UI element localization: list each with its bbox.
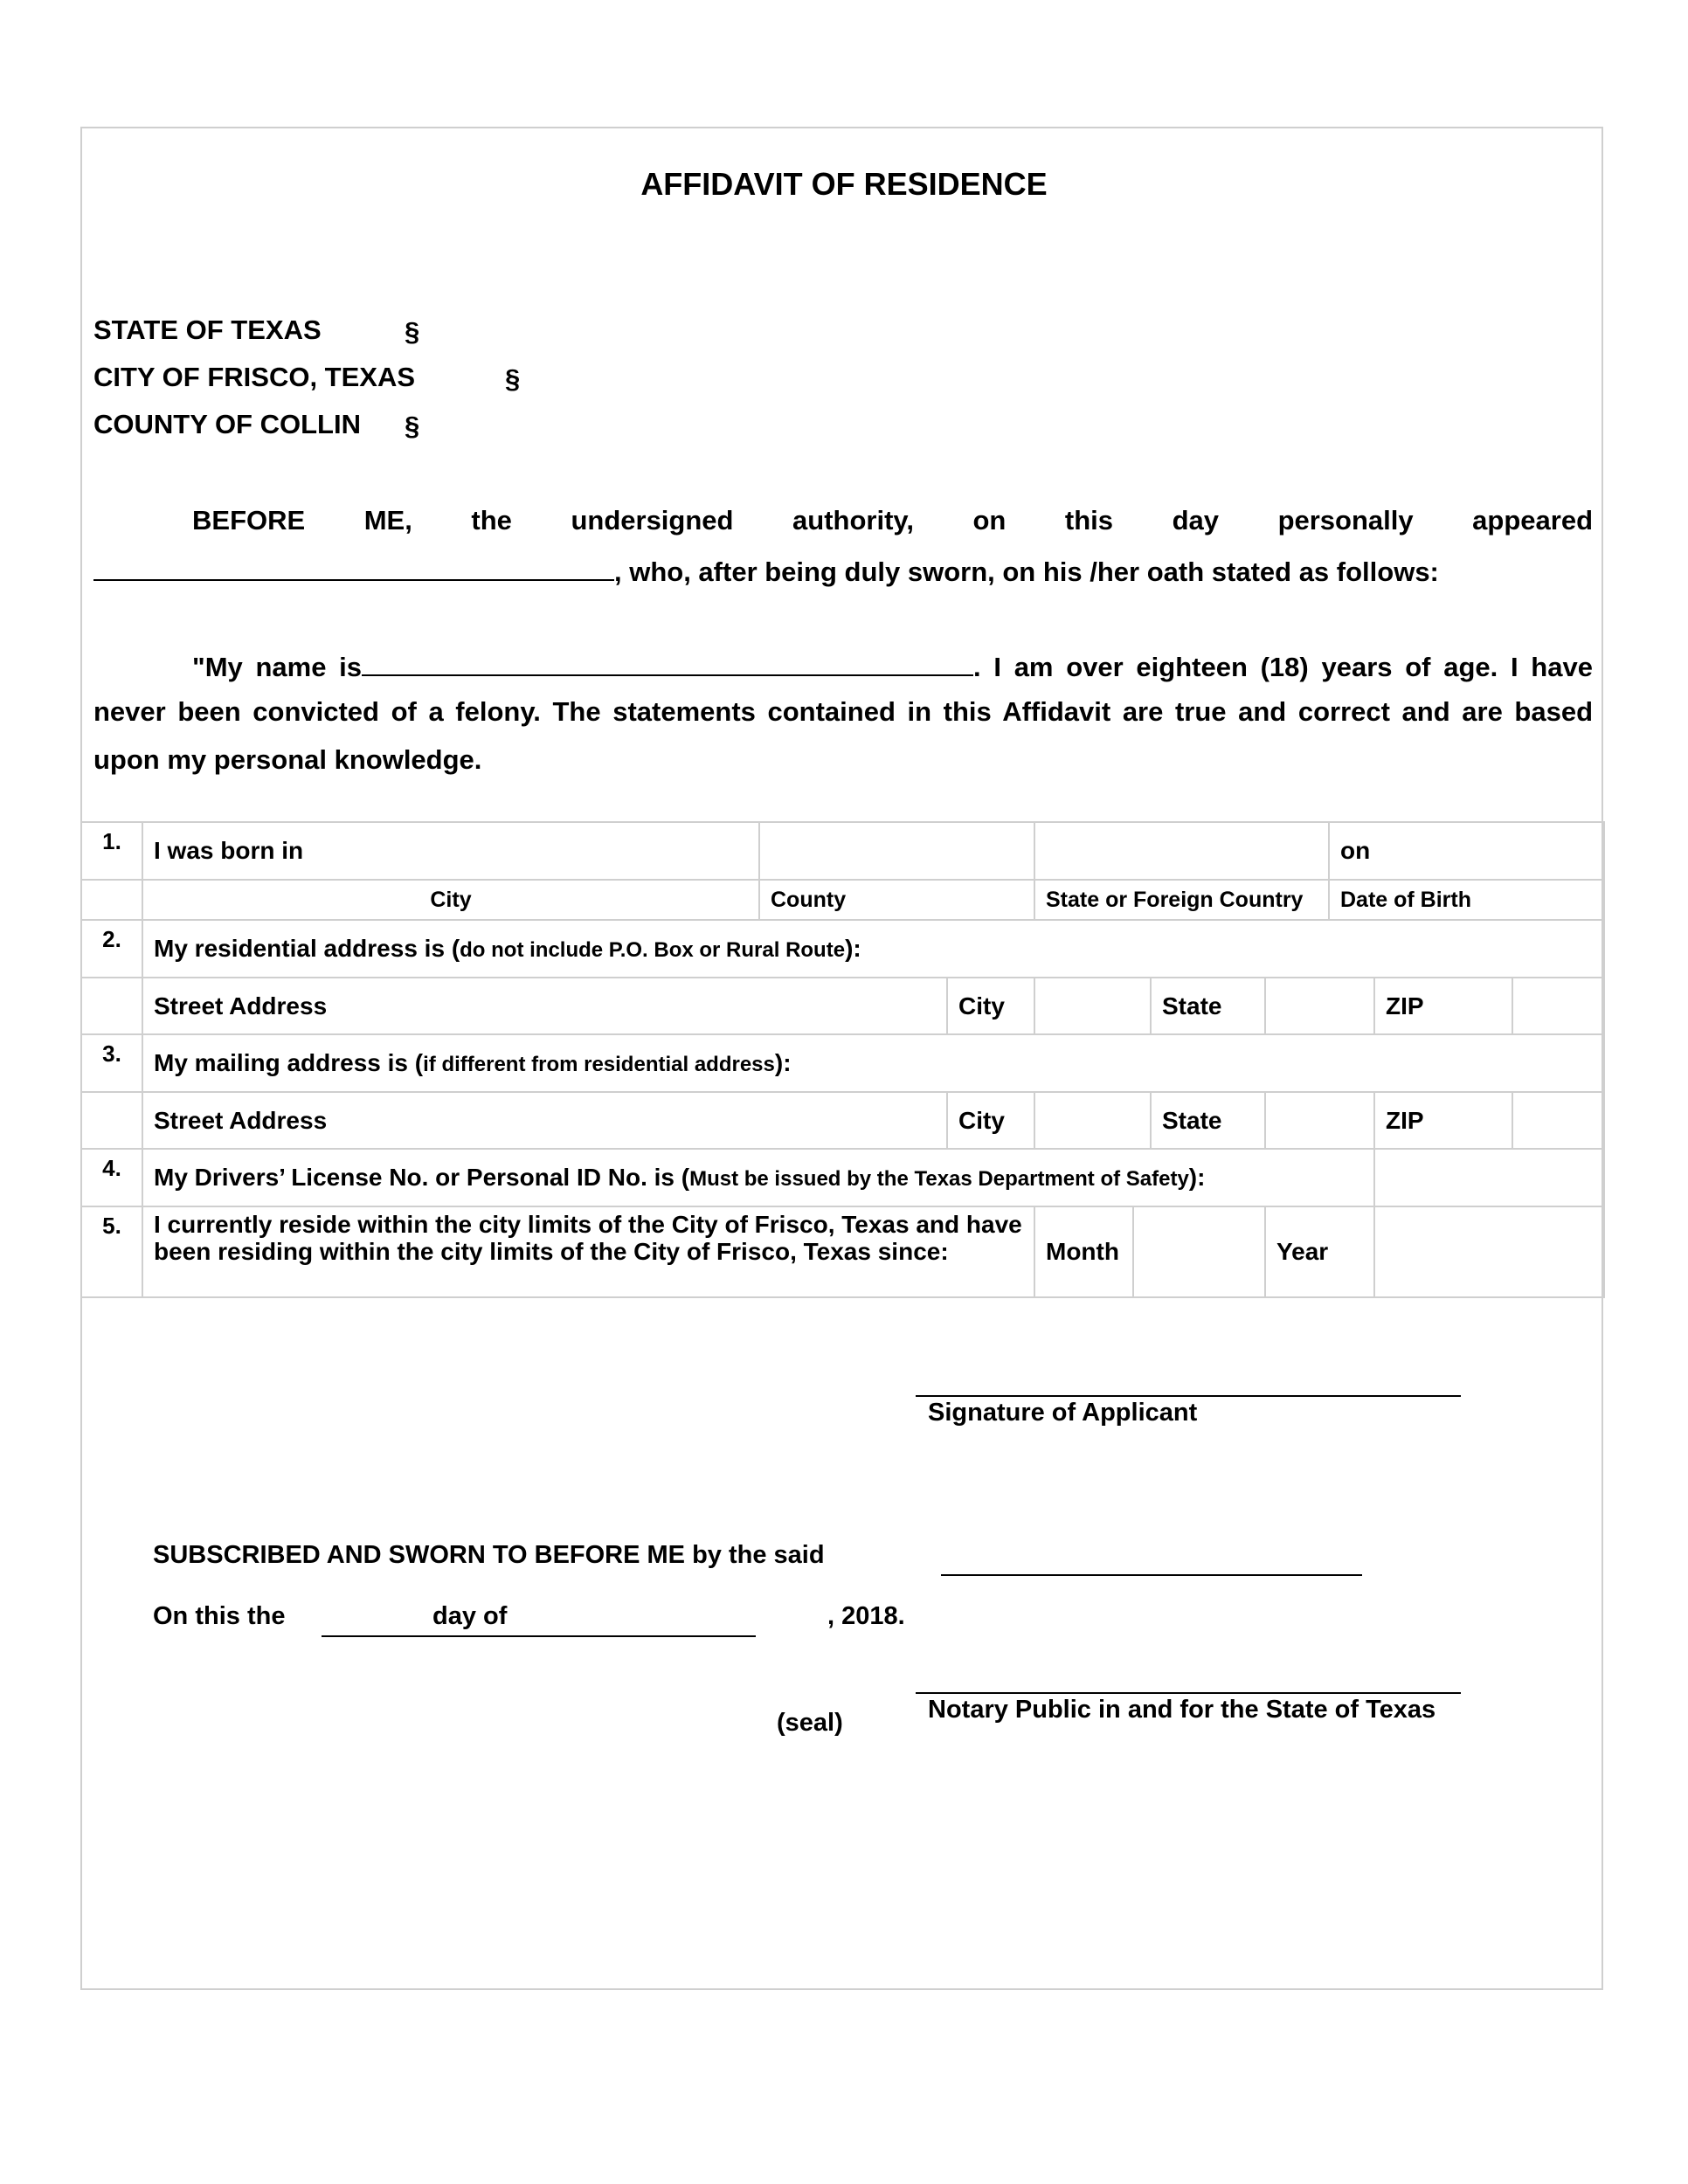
mailing-street-field[interactable]: Street Address (142, 1092, 947, 1149)
applicant-signature-line[interactable] (916, 1395, 1461, 1397)
born-on-label: on (1329, 822, 1604, 880)
mailing-zip-label: ZIP (1374, 1092, 1512, 1149)
affidavit-form-table (80, 821, 1605, 1298)
notary-signature-line[interactable] (916, 1692, 1461, 1694)
residential-street-field[interactable]: Street Address (142, 978, 947, 1034)
item-number: 5. (81, 1206, 142, 1297)
statement-line-2: never been convicted of a felony. The statements contained in this Affidavit are true and correct and are based (93, 696, 1594, 727)
month-label: Month (1034, 1206, 1133, 1297)
caption-state-country: State or Foreign Country (1034, 880, 1329, 920)
notary-label: Notary Public in and for the State of Texas (928, 1696, 1436, 1724)
year-label: Year (1265, 1206, 1374, 1297)
month-name-line[interactable] (422, 1635, 756, 1637)
mailing-state-label: State (1151, 1092, 1265, 1149)
item-5-row (81, 1206, 1604, 1297)
residential-address-label: My residential address is (do not include P.O. Box or Rural Route): (142, 920, 1604, 978)
month-field[interactable] (1133, 1206, 1265, 1297)
year-field[interactable] (1374, 1206, 1604, 1297)
residential-city-label: City (947, 978, 1034, 1034)
item-1-row (81, 822, 1604, 880)
residence-since-text: I currently reside within the city limits of the City of Frisco, Texas and have been residing within the city limits of the City of Frisco, Texas since: (142, 1206, 1034, 1297)
section-symbol: § (505, 363, 521, 394)
section-symbol: § (405, 316, 420, 347)
day-number-line[interactable] (322, 1635, 422, 1637)
intro-line-2: , who, after being duly sworn, on his /her oath stated as follows: (93, 553, 1439, 588)
mailing-zip-field[interactable] (1512, 1092, 1604, 1149)
born-county-field[interactable] (759, 822, 1034, 880)
mailing-city-label: City (947, 1092, 1034, 1149)
caption-county: County (759, 880, 1034, 920)
mailing-address-row (81, 1092, 1604, 1149)
caption-city: City (142, 880, 759, 920)
appeared-name-blank[interactable] (93, 553, 614, 581)
page-title: AFFIDAVIT OF RESIDENCE (640, 166, 1048, 202)
born-in-label: I was born in (142, 822, 759, 880)
day-of-label: day of (432, 1602, 508, 1630)
sworn-name-line[interactable] (941, 1574, 1362, 1576)
statement-line-3: upon my personal knowledge. (93, 744, 482, 775)
residential-zip-label: ZIP (1374, 978, 1512, 1034)
item-2-row (81, 920, 1604, 978)
applicant-signature-label: Signature of Applicant (928, 1399, 1198, 1427)
item-1-captions-row (81, 880, 1604, 920)
residential-address-row (81, 978, 1604, 1034)
item-number: 1. (81, 822, 142, 880)
year-2018-label: , 2018. (827, 1602, 905, 1630)
item-4-row (81, 1149, 1604, 1206)
section-symbol: § (405, 411, 420, 441)
seal-label: (seal) (777, 1709, 843, 1737)
venue-state: STATE OF TEXAS (93, 314, 322, 345)
item-number: 2. (81, 920, 142, 978)
my-name-blank[interactable] (362, 648, 973, 676)
mailing-city-field[interactable] (1034, 1092, 1151, 1149)
mailing-address-label: My mailing address is (if different from residential address): (142, 1034, 1604, 1092)
caption-date-of-birth: Date of Birth (1329, 880, 1604, 920)
sworn-statement: SUBSCRIBED AND SWORN TO BEFORE ME by the said (153, 1541, 825, 1569)
mailing-state-field[interactable] (1265, 1092, 1374, 1149)
item-number: 3. (81, 1034, 142, 1092)
residential-state-field[interactable] (1265, 978, 1374, 1034)
born-state-field[interactable] (1034, 822, 1329, 880)
statement-line-1: "My name is . I am over eighteen (18) years of age. I have (93, 648, 1593, 683)
venue-city: CITY OF FRISCO, TEXAS (93, 362, 416, 392)
residential-state-label: State (1151, 978, 1265, 1034)
item-3-row (81, 1034, 1604, 1092)
license-label: My Drivers’ License No. or Personal ID No. is (Must be issued by the Texas Department of Safety): (142, 1149, 1374, 1206)
venue-county: COUNTY OF COLLIN (93, 409, 361, 439)
residential-city-field[interactable] (1034, 978, 1151, 1034)
intro-line-1: BEFORE ME, the undersigned authority, on this day personally appeared (192, 505, 1594, 536)
on-this-the-label: On this the (153, 1602, 286, 1630)
item-number: 4. (81, 1149, 142, 1206)
residential-zip-field[interactable] (1512, 978, 1604, 1034)
license-number-field[interactable] (1374, 1149, 1604, 1206)
